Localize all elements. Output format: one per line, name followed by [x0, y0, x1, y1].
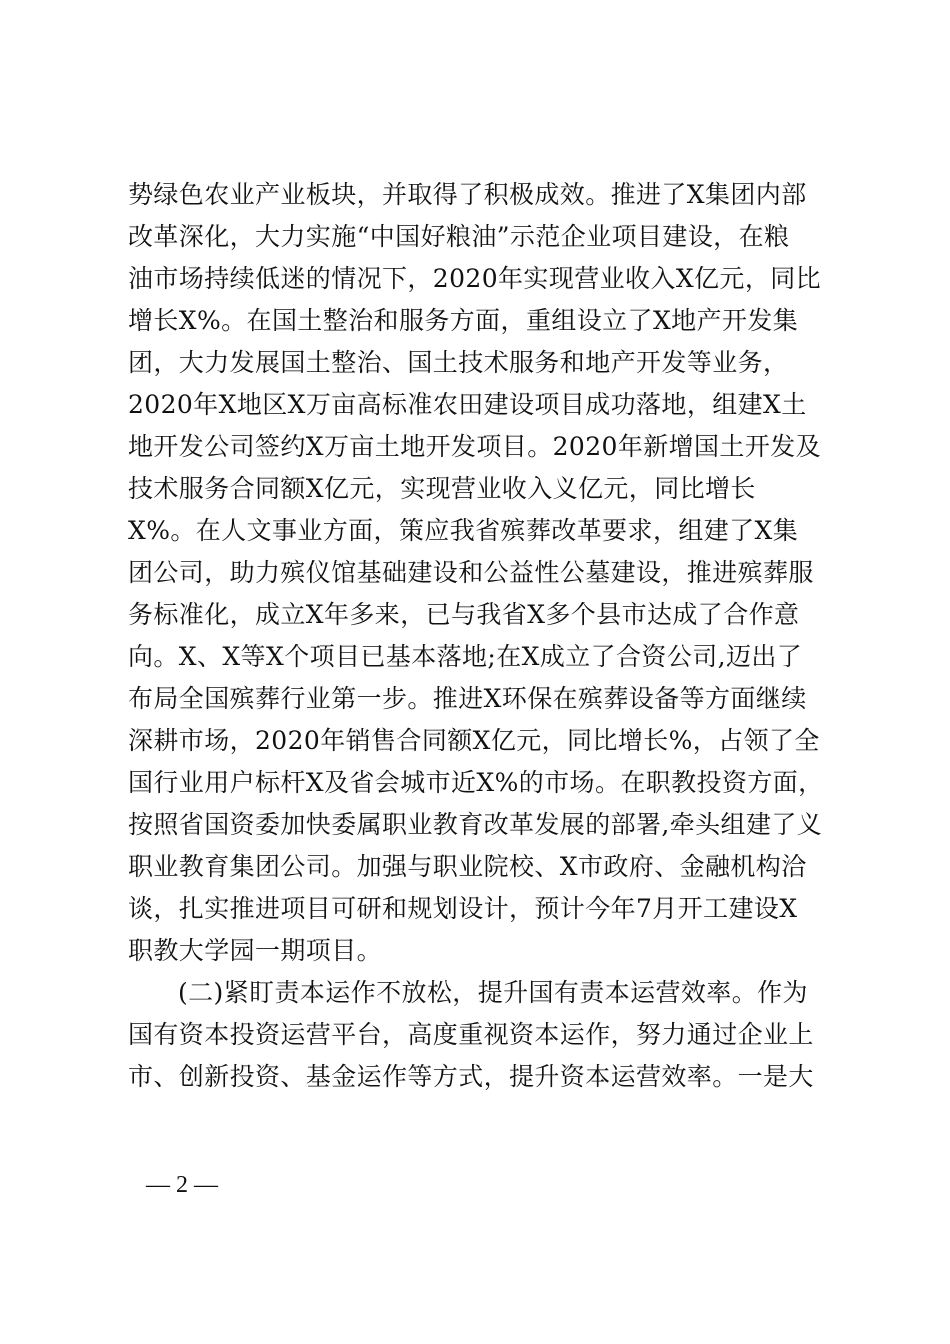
text-line-16: 按照省国资委加快委属职业教育改革发展的部署,牵头组建了义 — [128, 810, 823, 839]
text-line-15: 国行业用户标杆X及省会城市近X%的市场。在职教投资方面， — [128, 768, 824, 797]
text-line-18: 谈，扎实推进项目可研和规划设计，预计今年7月开工建设X — [128, 894, 798, 923]
text-line-21: 国有资本投资运营平台，高度重视资本运作，努力通过企业上 — [128, 1020, 814, 1049]
text-line-3: 油市场持续低迷的情况下，2020年实现营业收入X亿元，同比 — [128, 264, 822, 293]
text-line-17: 职业教育集团公司。加强与职业院校、X市政府、金融机构洽 — [128, 852, 807, 881]
text-line-19: 职教大学园一期项目。 — [128, 936, 383, 965]
text-line-13: 布局全国殡葬行业第一步。推进X环保在殡葬设备等方面继续 — [128, 684, 807, 713]
text-line-8: 技术服务合同额X亿元，实现营业收入义亿元，同比增长 — [128, 474, 756, 503]
text-line-2: 改革深化，大力实施“中国好粮油”示范企业项目建设，在粮 — [128, 222, 790, 251]
text-line-14: 深耕市场，2020年销售合同额X亿元，同比增长%，占领了全 — [128, 726, 820, 755]
text-line-12: 向。X、X等X个项目已基本落地;在X成立了合资公司,迈出了 — [128, 642, 803, 671]
text-line-4: 增长X%。在国土整治和服务方面，重组设立了X地产开发集 — [128, 306, 799, 335]
body-text — [128, 174, 848, 1098]
text-line-6: 2020年X地区X万亩高标准农田建设项目成功落地，组建X土 — [128, 390, 807, 419]
text-line-7: 地开发公司签约X万亩土地开发项目。2020年新增国土开发及 — [128, 432, 822, 461]
text-line-22: 市、创新投资、基金运作等方式，提升资本运营效率。一是大 — [128, 1062, 814, 1091]
text-line-5: 团，大力发展国土整治、国土技术服务和地产开发等业务， — [128, 348, 789, 377]
page-number: — 2 — — [146, 1172, 218, 1198]
text-line-1: 势绿色农业产业板块，并取得了积极成效。推进了X集团内部 — [128, 180, 807, 209]
text-line-11: 务标准化，成立X年多来，已与我省X多个县市达成了合作意 — [128, 600, 800, 629]
text-line-10: 团公司，助力殡仪馆基础建设和公益性公墓建设，推进殡葬服 — [128, 558, 814, 587]
section-heading-line: (二)紧盯责本运作不放松，提升国有责本运营效率。作为 — [178, 978, 808, 1007]
text-line-9: X%。在人文事业方面，策应我省殡葬改革要求，组建了X集 — [128, 516, 799, 545]
